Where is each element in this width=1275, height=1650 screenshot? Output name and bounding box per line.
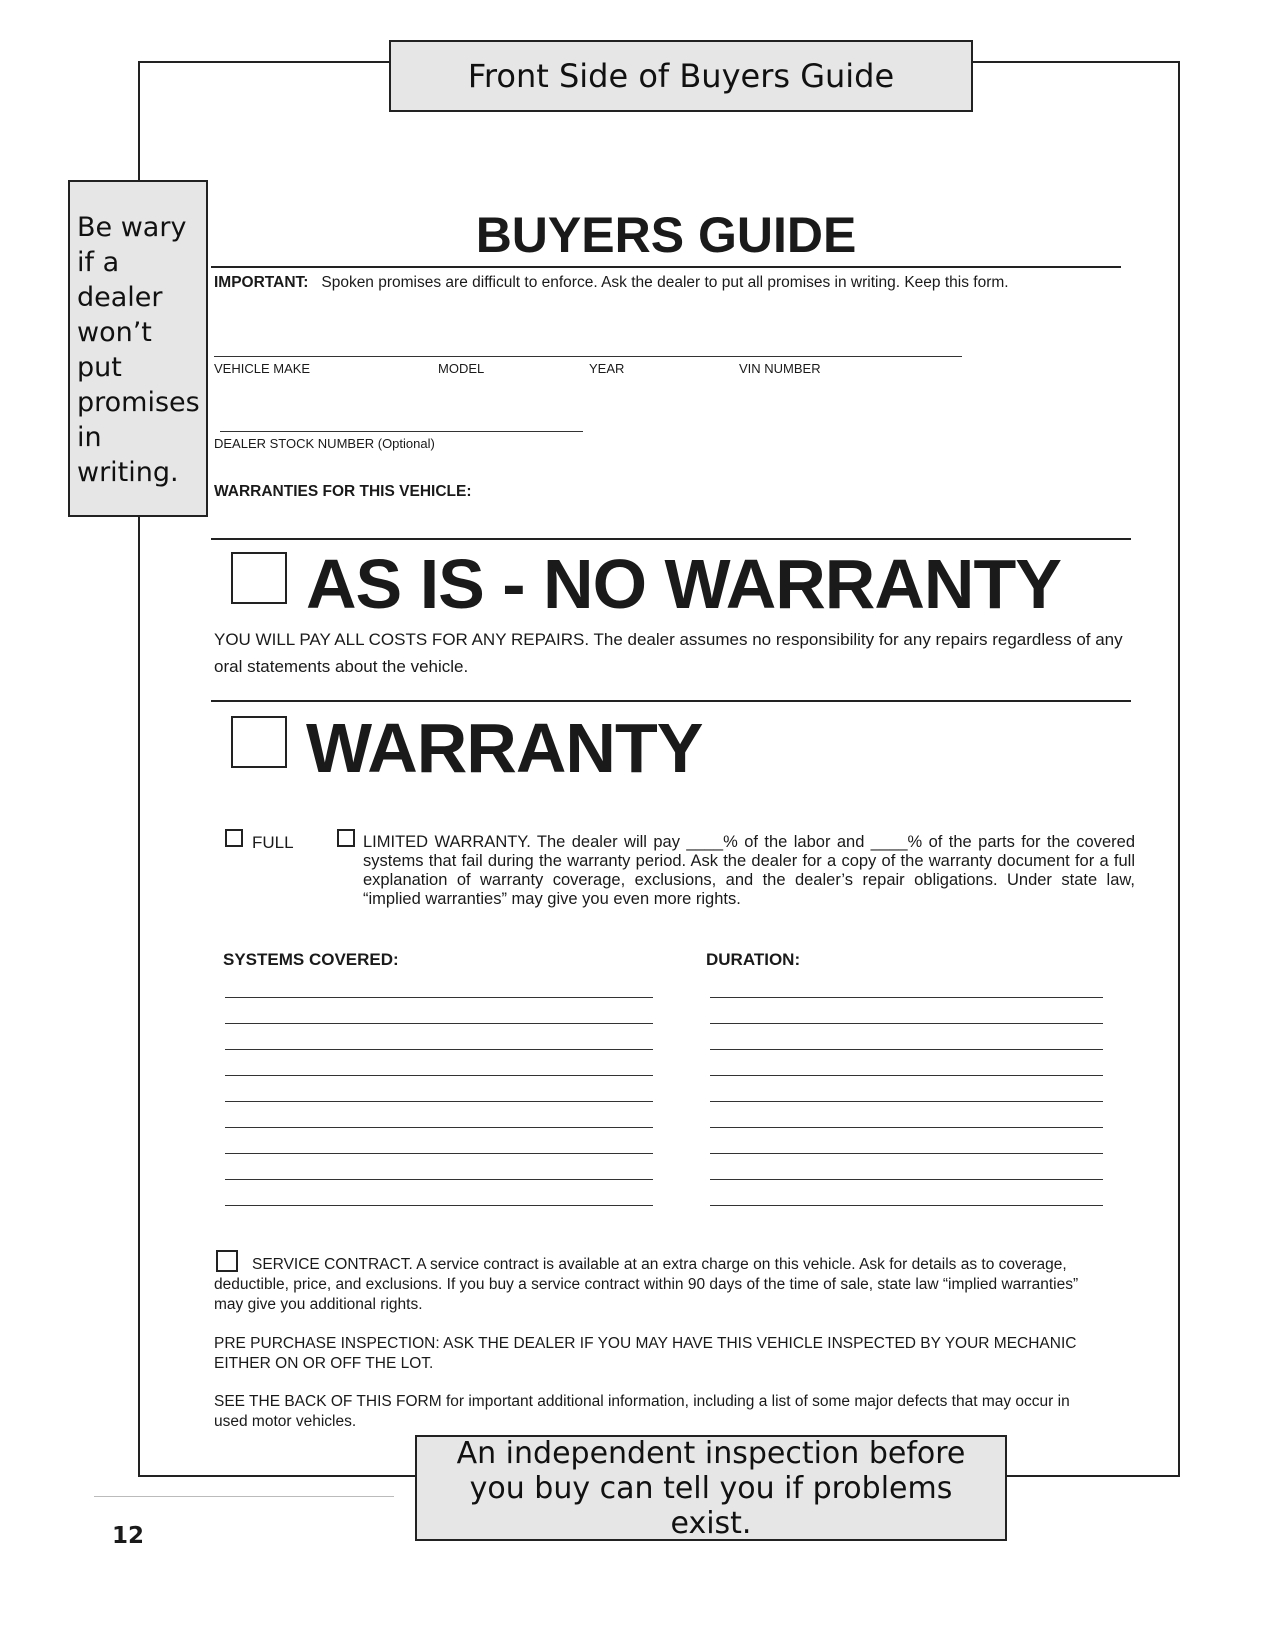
title-rule xyxy=(211,266,1121,268)
limited-warranty-text: LIMITED WARRANTY. The dealer will pay ____% of the labor and ____% of the parts for the covered systems that fail during the warranty period. Ask the dealer for a copy of the warranty document for a full explanation of warranty coverage, exclusions, and the dealer’s repair obligations. Under state law, “implied warranties” may give you even more rights. xyxy=(363,833,1135,908)
as-is-heading: AS IS - NO WARRANTY xyxy=(306,545,1061,623)
warranty-checkbox[interactable] xyxy=(231,716,287,768)
callout-side xyxy=(68,180,208,517)
vehicle-make-label: VEHICLE MAKE xyxy=(214,361,311,376)
see-back-text: SEE THE BACK OF THIS FORM for important additional information, including a list of some major defects that may occur in used motor vehicles. xyxy=(214,1393,1070,1430)
systems-covered-lines[interactable] xyxy=(225,972,653,1206)
important-notice xyxy=(214,273,1009,293)
vin-number-label: VIN NUMBER xyxy=(739,361,821,376)
duration-lines[interactable] xyxy=(710,972,1103,1206)
important-label: IMPORTANT: xyxy=(214,274,309,291)
stock-number-line xyxy=(220,431,583,432)
full-label: FULL xyxy=(252,833,294,852)
pre-purchase-inspection-text: PRE PURCHASE INSPECTION: ASK THE DEALER IF YOU MAY HAVE THIS VEHICLE INSPECTED BY YOUR MECHANIC EITHER ON OR OFF THE LOT. xyxy=(214,1335,1077,1372)
model-label: MODEL xyxy=(438,361,485,376)
warranty-rule xyxy=(211,700,1131,702)
callout-top-text: Front Side of Buyers Guide xyxy=(467,57,895,95)
callout-top xyxy=(389,40,973,112)
limited-checkbox[interactable] xyxy=(337,829,355,847)
full-checkbox[interactable] xyxy=(225,829,243,847)
page-number: 12 xyxy=(112,1523,145,1549)
form-title: BUYERS GUIDE xyxy=(475,207,857,263)
vehicle-info-line xyxy=(214,356,962,357)
footer-rule xyxy=(94,1496,394,1497)
warranties-label: WARRANTIES FOR THIS VEHICLE: xyxy=(214,483,472,500)
callout-side-text: Be wary if a dealer won’t put promises in writing. xyxy=(77,212,200,488)
callout-bottom-text: An independent inspection before you buy can tell you if problems exist. xyxy=(456,1435,966,1541)
important-text: Spoken promises are difficult to enforce. Ask the dealer to put all promises in writing. Keep this form. xyxy=(321,274,1009,291)
dealer-stock-label: DEALER STOCK NUMBER (Optional) xyxy=(214,436,435,451)
warranty-heading: WARRANTY xyxy=(306,709,703,787)
callout-bottom xyxy=(415,1435,1007,1541)
systems-covered-label: SYSTEMS COVERED: xyxy=(223,950,399,969)
duration-label: DURATION: xyxy=(706,950,801,969)
as-is-text: YOU WILL PAY ALL COSTS FOR ANY REPAIRS. The dealer assumes no responsibility for any repairs regardless of any oral statements about the vehicle. xyxy=(214,630,1123,676)
as-is-checkbox[interactable] xyxy=(231,552,287,604)
year-label: YEAR xyxy=(589,361,625,376)
service-contract-text: SERVICE CONTRACT. A service contract is available at an extra charge on this vehicle. Ask for details as to coverage, deductible, price, and exclusions. If you buy a service contract within 90 days of the time of sale, state law “implied warranties” may give you additional rights. xyxy=(214,1256,1079,1313)
as-is-rule xyxy=(211,538,1131,540)
